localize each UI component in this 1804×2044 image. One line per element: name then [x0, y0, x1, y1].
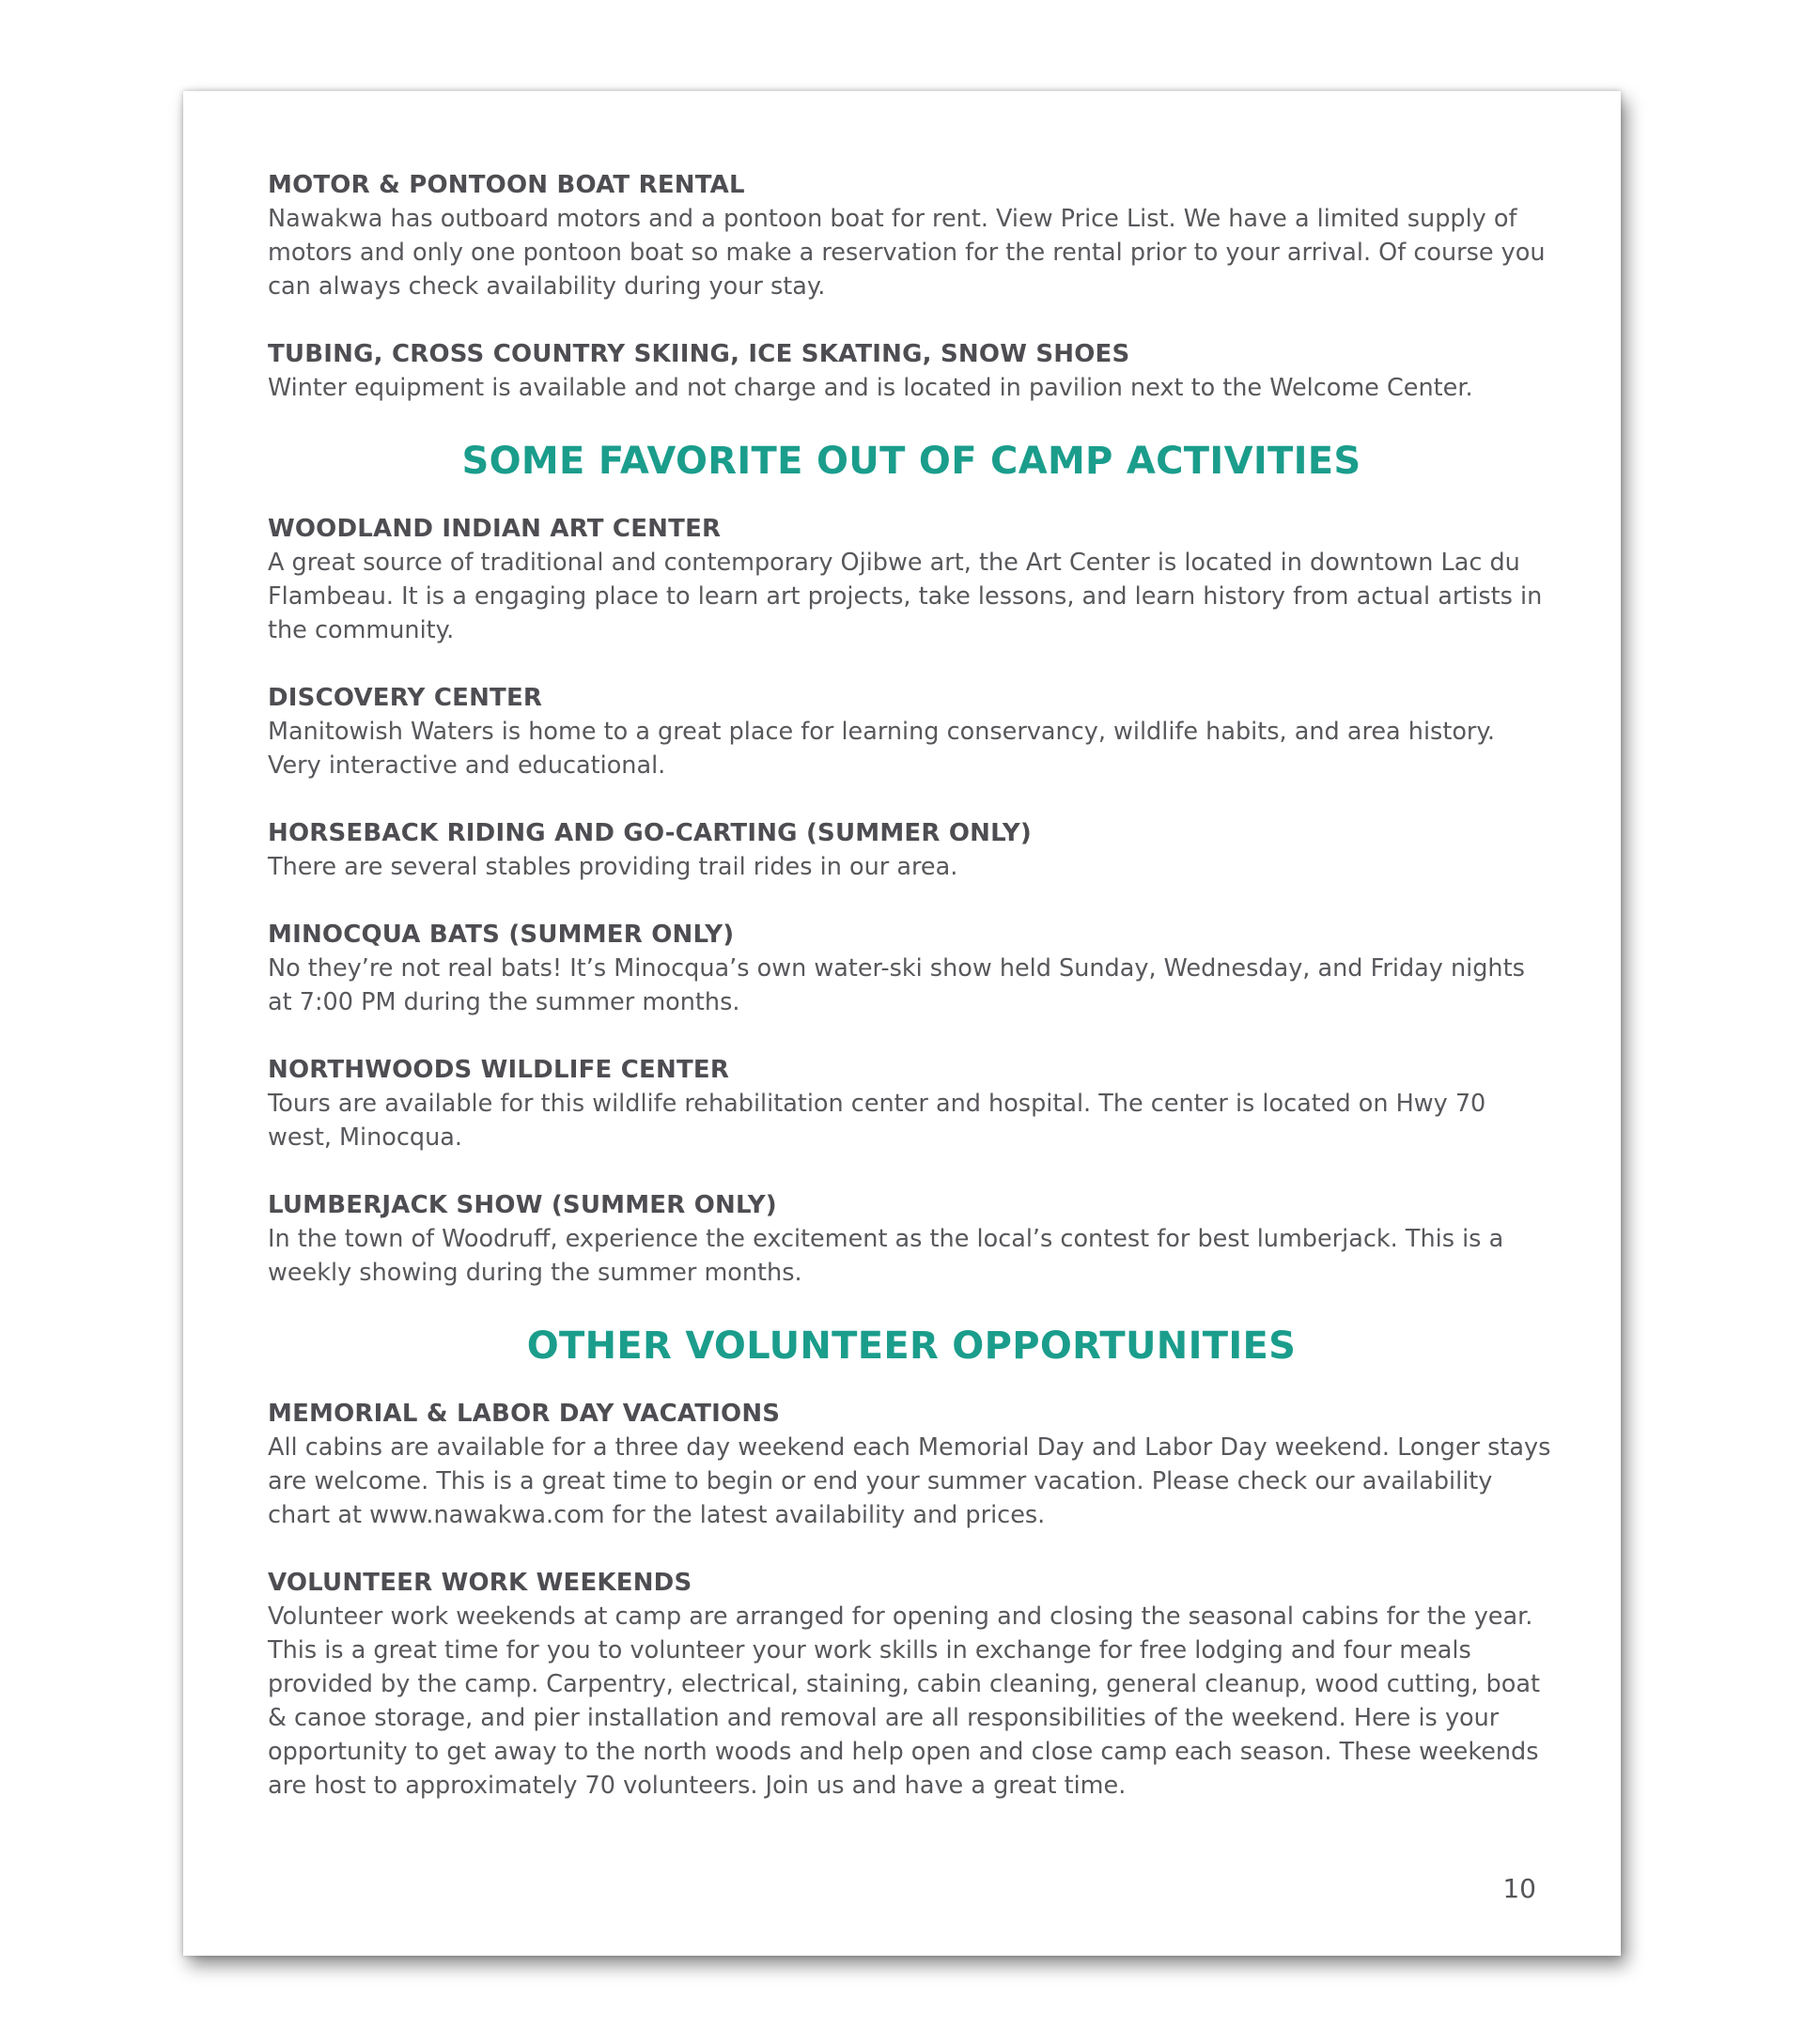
item-title: MEMORIAL & LABOR DAY VACATIONS — [268, 1400, 781, 1428]
item-horseback-riding — [268, 816, 1555, 884]
item-body: In the town of Woodruff, experience the excitement as the local’s contest for best lumberjack. This is a weekly showing during the summer months. — [268, 1225, 1504, 1287]
item-body: All cabins are available for a three day weekend each Memorial Day and Labor Day weekend. Longer stays are welcome. This is a great time to begin or end your summer vacation. Please check our availability chart at www.nawakwa.com for the latest availability and prices. — [268, 1433, 1551, 1529]
item-volunteer-work-weekends — [268, 1566, 1555, 1803]
item-title: MOTOR & PONTOON BOAT RENTAL — [268, 171, 745, 199]
item-body: Winter equipment is available and not charge and is located in pavilion next to the Welcome Center. — [268, 374, 1473, 402]
item-title: MINOCQUA BATS (SUMMER ONLY) — [268, 921, 735, 949]
item-northwoods-wildlife-center — [268, 1053, 1555, 1154]
item-memorial-labor-day — [268, 1397, 1555, 1532]
item-motor-pontoon-rental — [268, 168, 1555, 303]
item-title: DISCOVERY CENTER — [268, 684, 543, 712]
item-discovery-center — [268, 681, 1555, 782]
item-title: HORSEBACK RIDING AND GO-CARTING (SUMMER ONLY) — [268, 819, 1032, 847]
item-title: TUBING, CROSS COUNTRY SKIING, ICE SKATING, SNOW SHOES — [268, 340, 1130, 368]
page-number: 10 — [1502, 1873, 1536, 1904]
item-title: VOLUNTEER WORK WEEKENDS — [268, 1569, 692, 1597]
page-content — [268, 168, 1555, 1836]
item-body: Manitowish Waters is home to a great place for learning conservancy, wildlife habits, and area history. Very interactive and educational. — [268, 718, 1495, 780]
document-page — [183, 91, 1621, 1956]
item-minocqua-bats — [268, 918, 1555, 1019]
item-body: No they’re not real bats! It’s Minocqua’s own water-ski show held Sunday, Wednesday, and Friday nights at 7:00 PM during the summer months. — [268, 954, 1525, 1016]
item-title: LUMBERJACK SHOW (SUMMER ONLY) — [268, 1191, 777, 1219]
item-body: There are several stables providing trail rides in our area. — [268, 853, 958, 881]
item-body: Volunteer work weekends at camp are arranged for opening and closing the seasonal cabins for the year. This is a great time for you to volunteer your work skills in exchange for free lodging and four meals provided by the camp. Carpentry, electrical, staining, cabin cleaning, general cleanup, wood cutting, boat & canoe storage, and pier installation and removal are all responsibilities of the weekend. Here is your opportunity to get away to the north woods and help open and close camp each season. These weekends are host to approximately 70 volunteers. Join us and have a great time. — [268, 1603, 1540, 1800]
item-lumberjack-show — [268, 1188, 1555, 1290]
section-heading-out-of-camp: SOME FAVORITE OUT OF CAMP ACTIVITIES — [461, 440, 1361, 483]
item-title: NORTHWOODS WILDLIFE CENTER — [268, 1056, 730, 1084]
item-woodland-art-center — [268, 512, 1555, 647]
item-body: Nawakwa has outboard motors and a pontoon boat for rent. View Price List. We have a limited supply of motors and only one pontoon boat so make a reservation for the rental prior to your arrival. Of course you can always check availability during your stay. — [268, 205, 1546, 301]
item-title: WOODLAND INDIAN ART CENTER — [268, 515, 722, 543]
item-body: A great source of traditional and contemporary Ojibwe art, the Art Center is located in downtown Lac du Flambeau. It is a engaging place to learn art projects, take lessons, and learn history from actual artists in the community. — [268, 549, 1543, 644]
item-body: Tours are available for this wildlife rehabilitation center and hospital. The center is located on Hwy 70 west, Minocqua. — [268, 1090, 1486, 1152]
item-winter-equipment — [268, 337, 1555, 405]
section-heading-volunteer: OTHER VOLUNTEER OPPORTUNITIES — [526, 1324, 1297, 1368]
